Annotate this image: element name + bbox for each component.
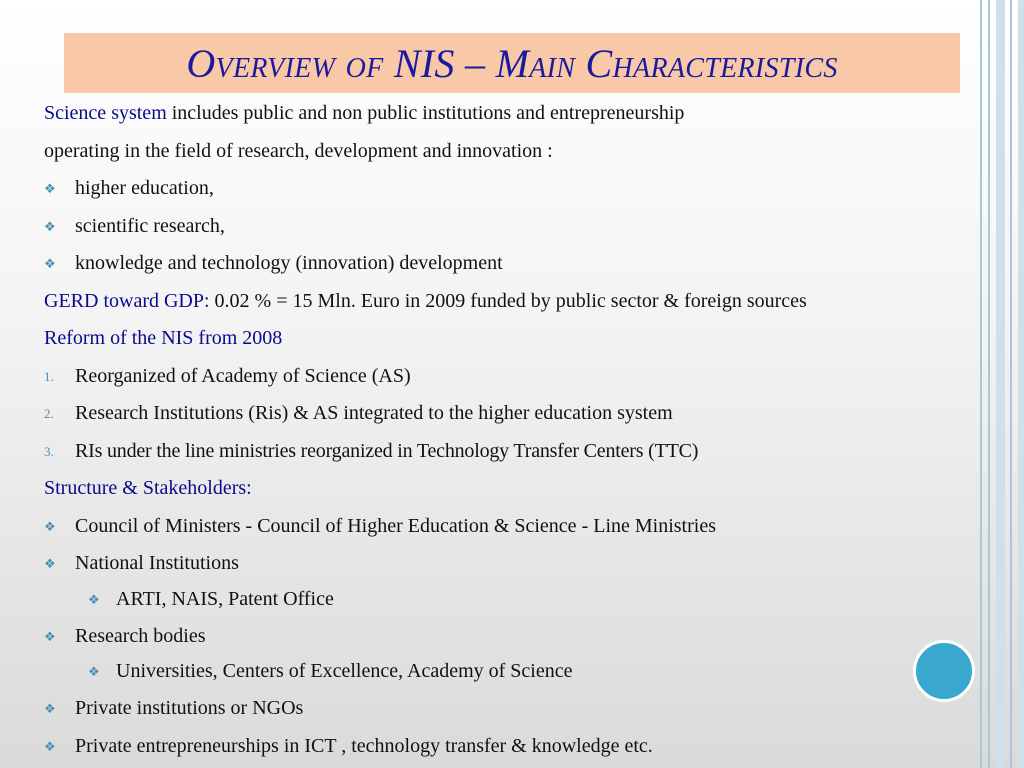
- numbered-text: Reorganized of Academy of Science (AS): [75, 365, 411, 387]
- bullet-text: knowledge and technology (innovation) development: [75, 252, 503, 274]
- numbered-text: Research Institutions (Ris) & AS integrated to the higher education system: [75, 402, 673, 424]
- diamond-bullet-icon: ❖: [44, 739, 56, 754]
- diamond-bullet-icon: ❖: [44, 219, 56, 234]
- diamond-bullet-icon: ❖: [44, 519, 56, 534]
- diamond-bullet-icon: ❖: [88, 664, 100, 679]
- slide-title: Overview of NIS – Main Characteristics: [186, 40, 838, 86]
- bullet-text: Private entrepreneurships in ICT , technology transfer & knowledge etc.: [75, 735, 653, 757]
- diamond-bullet-icon: ❖: [44, 181, 56, 196]
- reform-heading: Reform of the NIS from 2008: [44, 327, 283, 349]
- gerd-text: 0.02 % = 15 Mln. Euro in 2009 funded by public sector & foreign sources: [209, 290, 807, 312]
- structure-heading: Structure & Stakeholders:: [44, 477, 252, 499]
- bullet-text: Research bodies: [75, 625, 206, 647]
- gerd-line: [44, 290, 807, 313]
- side-bar-line: [980, 0, 982, 768]
- intro-line-1: [44, 102, 684, 125]
- item-number: 1.: [44, 369, 54, 384]
- sub-bullet-text: ARTI, NAIS, Patent Office: [116, 588, 334, 610]
- side-bar-line: [988, 0, 990, 768]
- bullet-text: higher education,: [75, 177, 214, 199]
- science-system-highlight: Science system: [44, 102, 167, 124]
- item-number: 2.: [44, 406, 54, 421]
- numbered-text: RIs under the line ministries reorganized in Technology Transfer Centers (TTC): [75, 440, 699, 462]
- intro-line-2: [44, 140, 553, 163]
- intro-text-2: operating in the field of research, development and innovation :: [44, 140, 553, 162]
- gerd-label: GERD toward GDP:: [44, 290, 210, 312]
- side-bar-line: [1010, 0, 1012, 768]
- bullet-text: scientific research,: [75, 215, 225, 237]
- diamond-bullet-icon: ❖: [44, 556, 56, 571]
- diamond-bullet-icon: ❖: [44, 629, 56, 644]
- bullet-text: National Institutions: [75, 552, 239, 574]
- diamond-bullet-icon: ❖: [88, 592, 100, 607]
- sub-bullet-text: Universities, Centers of Excellence, Academy of Science: [116, 660, 573, 682]
- decorative-side-bars: [980, 0, 1024, 768]
- side-bar-line: [996, 0, 1005, 768]
- title-band: [64, 33, 960, 93]
- bullet-text: Private institutions or NGOs: [75, 697, 304, 719]
- diamond-bullet-icon: ❖: [44, 701, 56, 716]
- intro-text-1: includes public and non public institutions and entrepreneurship: [166, 102, 685, 124]
- diamond-bullet-icon: ❖: [44, 256, 56, 271]
- side-bar-line: [1018, 0, 1024, 768]
- bullet-text: Council of Ministers - Council of Higher Education & Science - Line Ministries: [75, 515, 716, 537]
- accent-circle: [913, 640, 975, 702]
- item-number: 3.: [44, 444, 54, 459]
